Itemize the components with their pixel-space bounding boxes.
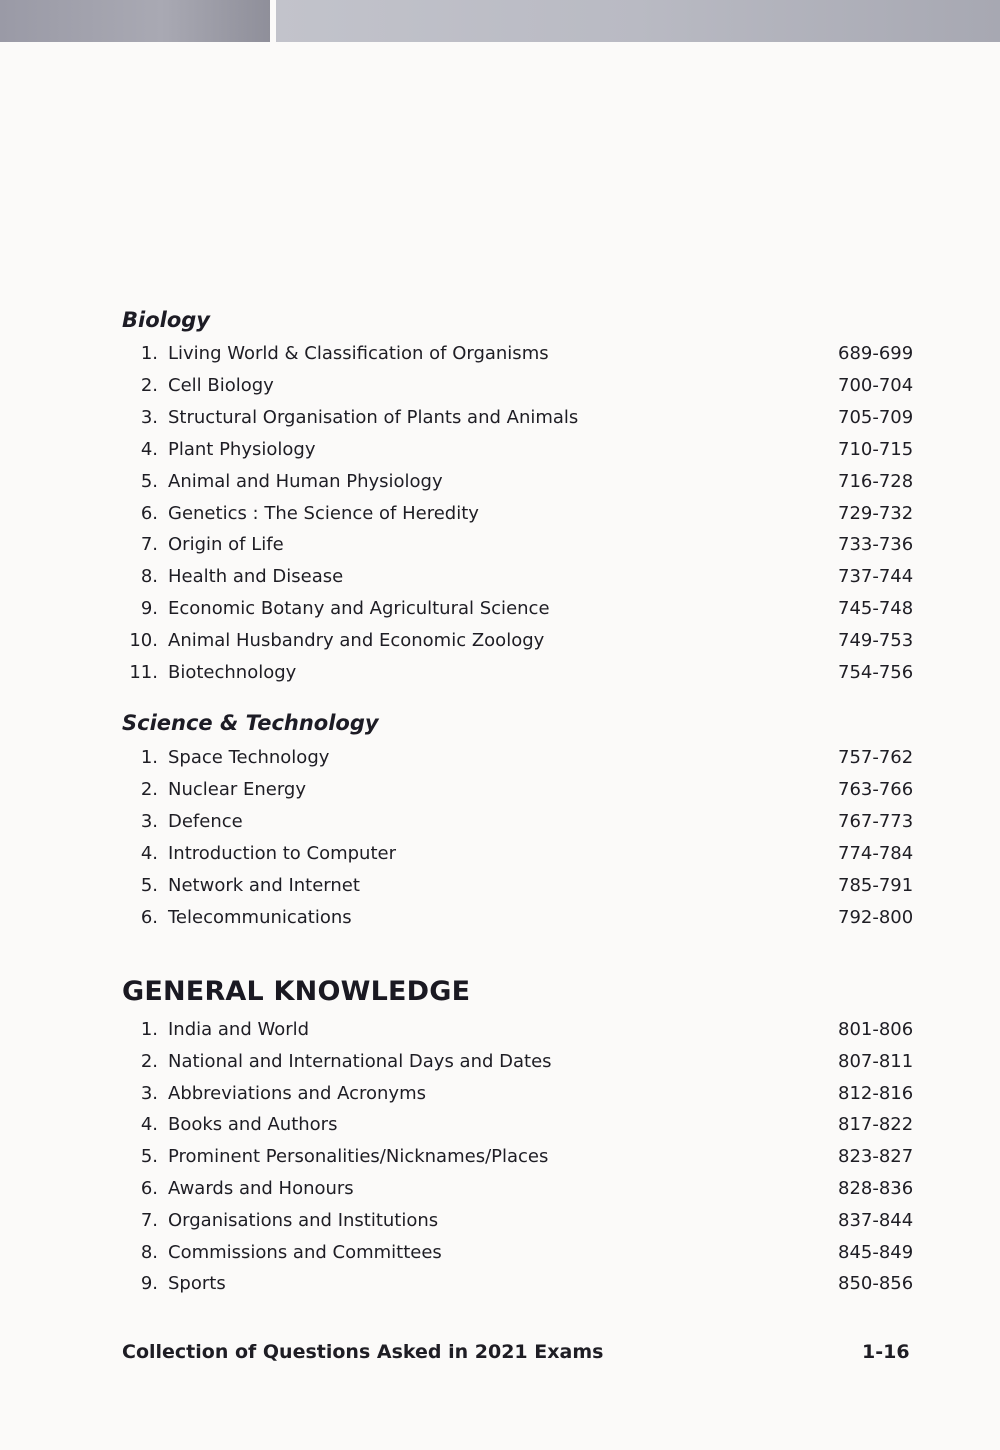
top-band: [0, 0, 1000, 42]
toc-entry: [0, 1146, 1000, 1178]
entry-number: 4.: [140, 438, 158, 460]
entry-pages: 716-728: [838, 470, 914, 492]
entry-pages: 774-784: [838, 842, 914, 864]
toc-entry: [0, 1083, 1000, 1115]
entry-pages: 837-844: [838, 1209, 914, 1231]
section-heading-general-knowledge: GENERAL KNOWLEDGE: [122, 976, 471, 1007]
entry-pages: 745-748: [838, 598, 914, 620]
toc-entry: [0, 375, 1000, 407]
entry-title: Biotechnology: [168, 662, 297, 683]
entry-number: 2.: [140, 778, 158, 800]
toc-entry: [0, 598, 1000, 630]
entry-pages: 689-699: [838, 343, 914, 364]
toc-entry: [0, 1114, 1000, 1146]
entry-pages: 733-736: [838, 534, 914, 556]
toc-entry: [0, 747, 1000, 779]
entry-pages: 817-822: [838, 1114, 914, 1136]
toc-entry: [0, 534, 1000, 566]
entry-title: Health and Disease: [168, 566, 344, 588]
entry-title: National and International Days and Dates: [168, 1050, 552, 1072]
entry-number: 6.: [140, 906, 158, 928]
footer-title: Collection of Questions Asked in 2021 Exams: [122, 1341, 604, 1363]
entry-number: 8.: [140, 566, 158, 588]
toc-entry: [0, 1051, 1000, 1083]
entry-number: 1.: [140, 343, 158, 364]
entry-pages: 737-744: [838, 566, 914, 588]
entry-number: 8.: [140, 1241, 158, 1263]
entry-pages: 801-806: [838, 1019, 914, 1040]
entry-number: 9.: [140, 1273, 158, 1295]
entry-number: 7.: [140, 1209, 158, 1231]
entry-number: 4.: [140, 842, 158, 864]
entry-title: Organisations and Institutions: [168, 1209, 439, 1231]
entry-title: Prominent Personalities/Nicknames/Places: [168, 1146, 549, 1168]
entry-title: Telecommunications: [168, 906, 352, 928]
entry-pages: 749-753: [838, 630, 914, 652]
entry-pages: 710-715: [838, 438, 914, 460]
entry-title: Plant Physiology: [168, 438, 316, 460]
entry-number: 3.: [140, 406, 158, 428]
entry-number: 5.: [140, 874, 158, 896]
entry-title: Defence: [168, 810, 243, 832]
toc-entry: [0, 1242, 1000, 1274]
toc-entry: [0, 779, 1000, 811]
entry-title: Network and Internet: [168, 874, 360, 896]
toc-entry: [0, 471, 1000, 503]
entry-title: Abbreviations and Acronyms: [168, 1082, 426, 1104]
entry-title: Structural Organisation of Plants and Animals: [168, 406, 579, 428]
top-band-right: [276, 0, 1000, 42]
entry-title: Animal and Human Physiology: [168, 470, 443, 492]
entry-number: 1.: [140, 747, 158, 768]
entry-number: 11.: [129, 662, 158, 683]
toc-entry: [0, 503, 1000, 535]
entry-title: Introduction to Computer: [168, 842, 396, 864]
entry-pages: 763-766: [838, 778, 914, 800]
entry-pages: 700-704: [838, 374, 914, 396]
entry-pages: 845-849: [838, 1241, 914, 1263]
entry-title: Commissions and Committees: [168, 1241, 442, 1263]
toc-entry: [0, 407, 1000, 439]
entry-title: Genetics : The Science of Heredity: [168, 502, 479, 524]
entry-number: 6.: [140, 1178, 158, 1199]
entry-title: India and World: [168, 1019, 310, 1040]
entry-pages: 807-811: [838, 1050, 914, 1072]
entry-number: 5.: [140, 470, 158, 492]
entry-pages: 705-709: [838, 406, 914, 428]
entry-number: 10.: [129, 630, 158, 652]
toc-entry: [0, 1178, 1000, 1210]
entry-pages: 729-732: [838, 502, 914, 524]
entry-title: Origin of Life: [168, 534, 284, 556]
toc-entry: [0, 907, 1000, 939]
entry-pages: 757-762: [838, 747, 914, 768]
top-band-left: [0, 0, 270, 42]
entry-title: Living World & Classification of Organisms: [168, 343, 549, 364]
entry-number: 3.: [140, 1082, 158, 1104]
entry-number: 5.: [140, 1146, 158, 1168]
entry-number: 9.: [140, 598, 158, 620]
entry-number: 6.: [140, 502, 158, 524]
toc-entry: [0, 843, 1000, 875]
entry-number: 4.: [140, 1114, 158, 1136]
entry-title: Awards and Honours: [168, 1178, 354, 1199]
footer-pages: 1-16: [862, 1341, 910, 1363]
toc-entry: [0, 566, 1000, 598]
entry-pages: 767-773: [838, 810, 914, 832]
entry-pages: 828-836: [838, 1178, 914, 1199]
section-heading-biology: Biology: [122, 308, 210, 332]
toc-entry: [0, 1273, 1000, 1305]
entry-number: 1.: [140, 1019, 158, 1040]
entry-title: Books and Authors: [168, 1114, 338, 1136]
entry-number: 2.: [140, 1050, 158, 1072]
toc-entry: [0, 630, 1000, 662]
entry-title: Cell Biology: [168, 374, 274, 396]
entry-pages: 785-791: [838, 874, 914, 896]
toc-entry: [0, 811, 1000, 843]
toc-entry: [0, 662, 1000, 694]
entry-number: 2.: [140, 374, 158, 396]
toc-entry: [0, 343, 1000, 375]
entry-title: Space Technology: [168, 747, 330, 768]
entry-pages: 812-816: [838, 1082, 914, 1104]
toc-entry: [0, 1019, 1000, 1051]
entry-pages: 792-800: [838, 906, 914, 928]
entry-pages: 823-827: [838, 1146, 914, 1168]
entry-number: 3.: [140, 810, 158, 832]
entry-title: Sports: [168, 1273, 226, 1295]
toc-entry: [0, 1210, 1000, 1242]
entry-pages: 754-756: [838, 662, 914, 683]
entry-title: Animal Husbandry and Economic Zoology: [168, 630, 545, 652]
section-heading-science-technology: Science & Technology: [122, 711, 379, 735]
entry-number: 7.: [140, 534, 158, 556]
toc-entry: [0, 875, 1000, 907]
toc-entry: [0, 439, 1000, 471]
entry-title: Economic Botany and Agricultural Science: [168, 598, 550, 620]
entry-title: Nuclear Energy: [168, 778, 307, 800]
entry-pages: 850-856: [838, 1273, 914, 1295]
